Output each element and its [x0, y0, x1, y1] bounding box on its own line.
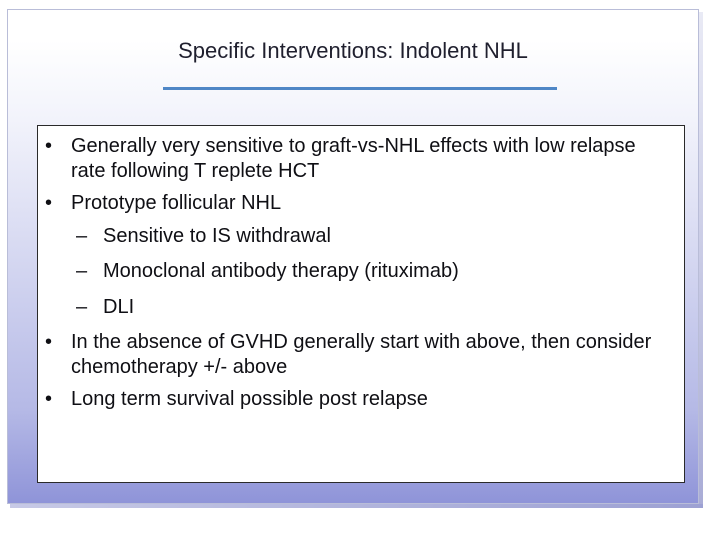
dash-marker: – [76, 260, 88, 282]
bullet-item [38, 387, 674, 412]
bullet-text: Long term survival possible post relapse [71, 388, 428, 410]
bullet-text: In the absence of GVHD generally start with above, then consider chemotherapy +/- above [71, 331, 652, 378]
frame-shadow-right [699, 12, 703, 507]
bullet-marker: • [45, 192, 53, 214]
bullet-text: Generally very sensitive to graft-vs-NHL effects with low relapse rate following T replete HCT [71, 135, 636, 182]
bullet-marker: • [45, 331, 53, 353]
sub-bullet-item [38, 259, 674, 284]
sub-bullet-text: Sensitive to IS withdrawal [103, 224, 331, 247]
bullet-marker: • [45, 388, 53, 410]
bullet-text: Prototype follicular NHL [71, 192, 282, 214]
sub-bullet-item [38, 224, 674, 249]
sub-bullet-text: DLI [103, 295, 135, 318]
bullet-item [38, 330, 674, 379]
title-underline [163, 87, 557, 90]
bullet-item [38, 134, 674, 183]
dash-marker: – [76, 224, 88, 247]
sub-bullet-text: Monoclonal antibody therapy (rituximab) [103, 260, 459, 282]
bullet-marker: • [45, 135, 53, 157]
bullet-item [38, 191, 674, 216]
frame-shadow-bottom [10, 504, 703, 508]
dash-marker: – [76, 295, 88, 318]
sub-bullet-item [38, 295, 674, 320]
bullet-box [37, 125, 685, 483]
slide-title: Specific Interventions: Indolent NHL [178, 38, 528, 63]
